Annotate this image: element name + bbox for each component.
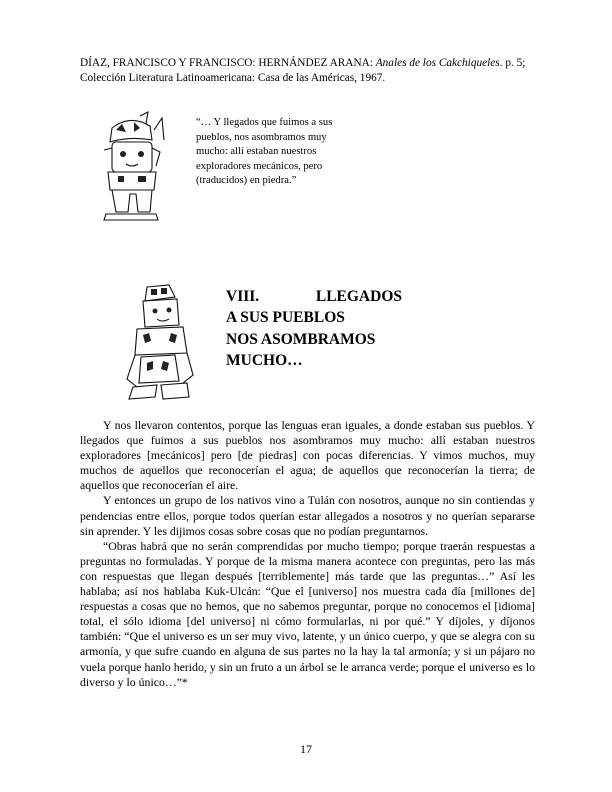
citation-page-ref: . p. 5; — [499, 57, 526, 69]
body-text — [80, 418, 535, 690]
stone-figure-illustration — [90, 110, 170, 225]
paragraph: Y entonces un grupo de los nativos vino a Tulán con nosotros, aunque no sin contiendas y pendencias entre ellos, porque todos querían estar allegados a nosotros y no querían separarse sin aprender. Y les dijimos cosas sobre cosas que no podían preguntarnos. — [80, 493, 535, 538]
chapter-title-line-4: MUCHO… — [226, 351, 303, 369]
paragraph: Y nos llevaron contentos, porque las lenguas eran iguales, a donde estaban sus pueblos. Y llegados que fuimos a sus pueblos nos asombramos muy mucho: allí estaban nuestros exploradores [mecánicos] pero [de piedras] con pocas diferencias. Y vimos muchos, muy muchos de aquellos que reconocerían el agua; de aquellos que reconocerían la tierra; de aquellos que reconocerían el aire. — [80, 418, 535, 493]
chapter-title-line-2: A SUS PUEBLOS — [226, 309, 345, 327]
citation-authors: DÍAZ, FRANCISCO Y FRANCISCO: HERNÁNDEZ ARANA: — [80, 57, 373, 69]
chapter-number: VIII. — [226, 288, 260, 305]
citation-publisher: Colección Literatura Latinoamericana: Casa de las Américas, 1967. — [80, 72, 386, 84]
epigraph-quote: “… Y llegados que fuimos a sus pueblos, nos asombramos muy mucho: allí estaban nuestros exploradores mecánicos, pero (traducidos) en piedra.” — [196, 117, 333, 187]
chapter-title-line-1: LLEGADOS — [315, 288, 402, 305]
citation-title: Anales de los Cakchiqueles — [375, 57, 500, 69]
chapter-heading — [226, 286, 402, 371]
seated-figure-illustration — [117, 283, 199, 405]
paragraph: “Obras habrá que no serán comprendidas por mucho tiempo; porque traerán respuestas a preguntas no formuladas. Y porque de la misma manera acontece con preguntas, pero las más con respuestas que llegan después [terriblemente] más tarde que las preguntas…” Así les hablaba; así nos hablaba Kuk-Ulcán: “Que el [universo] nos muestra cada día [millones de] respuestas a cosas que no hemos, que no sabemos preguntar, porque no conocemos el [idioma] total, el sólo idioma [del universo] ni cómo formularlas, ni por qué.” Y díjoles, y díjonos también: “Que el universo es un ser muy vivo, latente, y un único cuerpo, y que se alegra con su armonía, y que sufre cuando en alguna de sus partes no la hay la tal armonía; y si un pájaro no vuela porque hanlo herido, y sin un fruto a un árbol se le arranca verde; porque el universo es lo diverso y lo único…”* — [80, 538, 535, 689]
bibliographic-citation — [80, 56, 550, 86]
chapter-title-line-3: NOS ASOMBRAMOS — [226, 330, 376, 348]
page-number: 17 — [300, 742, 312, 756]
